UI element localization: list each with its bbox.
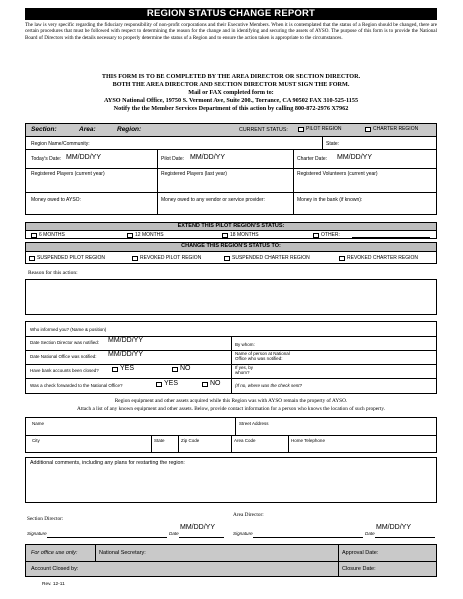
by-whom-label: By whom: bbox=[235, 342, 255, 347]
extend-other-checkbox[interactable]: OTHER: bbox=[313, 232, 340, 238]
contact-street-label: Street Address bbox=[239, 421, 269, 426]
money-owed-ayso-label: Money owed to AYSO: bbox=[31, 197, 81, 203]
region-info-box bbox=[25, 123, 437, 215]
who-informed-label: Who informed you? (Name & position) bbox=[30, 327, 107, 332]
account-closed-label: Account Closed by: bbox=[31, 566, 79, 572]
suspended-charter-checkbox[interactable]: SUSPENDED CHARTER REGION bbox=[224, 255, 310, 261]
section-notified-date[interactable]: MM/DD/YY bbox=[108, 337, 143, 344]
bank-closed-label: Have bank accounts been closed? bbox=[30, 368, 99, 373]
contact-area-code-label: Area Code bbox=[234, 438, 256, 443]
area-date-label: Date bbox=[365, 531, 375, 536]
charter-region-checkbox[interactable]: CHARTER REGION bbox=[365, 126, 418, 132]
intro-paragraph: The law is very specific regarding the fiduciary responsibility of non-profit corporations and their Executive Members. When it is contemplated that the status of a Region should be changed, there are certain procedures that must be followed with respect to determining the reason for the change and in identifying and securing the assets of AYSO. The purpose of this form is to provide the National Board of Directors with the details necessary to properly determine the status of a Region and to ensure the action taken is appropriate to the circumstances. bbox=[25, 22, 437, 41]
checkbox-icon[interactable] bbox=[202, 382, 208, 387]
extend-6-months-checkbox[interactable]: 6 MONTHS bbox=[31, 232, 65, 238]
checkbox-icon[interactable] bbox=[224, 256, 230, 261]
pilot-date-value[interactable]: MM/DD/YY bbox=[190, 154, 225, 161]
area-signature-label: Signature bbox=[233, 531, 253, 536]
section-notified-label: Date Section Director was notified: bbox=[30, 340, 100, 345]
state-label: State: bbox=[326, 141, 340, 147]
area-label: Area: bbox=[79, 126, 96, 133]
contact-name-label: Name bbox=[32, 421, 45, 426]
instruction-line: AYSO National Office, 19750 S. Vermont Ave, Suite 200., Torrance, CA 90502 FAX 310-525-1155 bbox=[103, 97, 359, 104]
todays-date-value[interactable]: MM/DD/YY bbox=[66, 154, 101, 161]
equipment-text bbox=[25, 398, 437, 413]
instruction-line: BOTH THE AREA DIRECTOR AND SECTION DIRECTOR MUST SIGN THE FORM. bbox=[112, 81, 350, 88]
change-status-box bbox=[25, 242, 437, 264]
reason-label: Reason for this action: bbox=[28, 270, 78, 276]
section-director-label: Section Director: bbox=[27, 516, 64, 522]
contact-state-label: State bbox=[154, 438, 165, 443]
money-owed-vendor-label: Money owed to any vendor or service provider: bbox=[161, 197, 265, 203]
checkbox-icon[interactable] bbox=[29, 256, 35, 261]
reg-players-current-label: Registered Players (current year) bbox=[31, 171, 105, 177]
closure-date-label: Closure Date: bbox=[342, 566, 376, 572]
section-signature-label: Signature bbox=[27, 531, 47, 536]
equipment-line: Region equipment and other assets acquired while this Region was with AYSO remain the property of AYSO. bbox=[114, 398, 348, 404]
section-date-label: Date bbox=[169, 531, 179, 536]
national-secretary-label: National Secretary: bbox=[99, 550, 146, 556]
charter-date-value[interactable]: MM/DD/YY bbox=[337, 154, 372, 161]
suspended-pilot-checkbox[interactable]: SUSPENDED PILOT REGION bbox=[29, 255, 105, 261]
check-forwarded-label: Was a check forwarded to the National Office? bbox=[30, 383, 123, 388]
checkbox-icon[interactable] bbox=[172, 367, 178, 372]
region-label: Region: bbox=[117, 126, 142, 133]
pilot-region-checkbox[interactable]: PILOT REGION bbox=[298, 126, 341, 132]
checkbox-icon[interactable] bbox=[222, 233, 228, 238]
area-signature-line[interactable] bbox=[253, 537, 363, 538]
todays-date-label: Today's Date: bbox=[31, 156, 62, 162]
revision-label: Rev. 12-11 bbox=[42, 582, 65, 587]
bank-closed-no[interactable]: NO bbox=[172, 366, 191, 372]
section-label: Section: bbox=[31, 126, 57, 133]
change-header: CHANGE THIS REGION'S STATUS TO: bbox=[26, 243, 436, 251]
contact-box bbox=[25, 417, 437, 453]
checkbox-icon[interactable] bbox=[313, 233, 319, 238]
checkbox-icon[interactable] bbox=[298, 127, 304, 132]
checkbox-icon[interactable] bbox=[156, 382, 162, 387]
reg-players-last-label: Registered Players (last year) bbox=[161, 171, 227, 177]
check-forwarded-no[interactable]: NO bbox=[202, 381, 221, 387]
area-director-label: Area Director: bbox=[233, 512, 264, 518]
pilot-date-label: Pilot Date: bbox=[161, 156, 185, 162]
office-use-box bbox=[25, 544, 437, 577]
extend-header: EXTEND THIS PILOT REGION'S STATUS: bbox=[26, 223, 436, 230]
revoked-charter-checkbox[interactable]: REVOKED CHARTER REGION bbox=[339, 255, 418, 261]
checkbox-icon[interactable] bbox=[132, 256, 138, 261]
office-use-label: For office use only: bbox=[31, 550, 78, 556]
national-notified-date[interactable]: MM/DD/YY bbox=[108, 351, 143, 358]
notification-box bbox=[25, 321, 437, 394]
revoked-pilot-checkbox[interactable]: REVOKED PILOT REGION bbox=[132, 255, 201, 261]
checkbox-icon[interactable] bbox=[112, 367, 118, 372]
extend-status-box bbox=[25, 222, 437, 239]
bank-closed-yes[interactable]: YES bbox=[112, 366, 134, 372]
checkbox-icon[interactable] bbox=[31, 233, 37, 238]
contact-home-phone-label: Home Telephone bbox=[291, 438, 325, 443]
national-notified-label: Date National Office was notified: bbox=[30, 354, 97, 359]
equipment-line: Attach a list of any known equipment and other assets. Below, provide contact information for a person who knows the location of such property. bbox=[77, 405, 385, 412]
instruction-line: THIS FORM IS TO BE COMPLETED BY THE AREA DIRECTOR OR SECTION DIRECTOR. bbox=[101, 73, 361, 80]
extend-18-months-checkbox[interactable]: 18 MONTHS bbox=[222, 232, 259, 238]
charter-date-label: Charter Date: bbox=[297, 156, 328, 162]
national-person-label: Name of person at National Office who was notified: bbox=[235, 351, 290, 361]
instructions-block bbox=[25, 73, 437, 113]
if-no-label: (If no, where was the check sent? bbox=[235, 383, 303, 388]
area-date-value[interactable]: MM/DD/YY bbox=[376, 524, 411, 531]
approval-date-label: Approval Date: bbox=[342, 550, 379, 556]
contact-zip-label: Zip Code bbox=[181, 438, 200, 443]
section-signature-line[interactable] bbox=[47, 537, 167, 538]
form-title: REGION STATUS CHANGE REPORT bbox=[25, 8, 437, 20]
instruction-line: Mail or FAX completed form to: bbox=[188, 89, 274, 96]
extend-12-months-checkbox[interactable]: 12 MONTHS bbox=[127, 232, 164, 238]
comments-textbox[interactable] bbox=[25, 457, 437, 503]
region-name-label: Region Name/Community: bbox=[31, 141, 90, 147]
reason-textbox[interactable] bbox=[25, 279, 437, 315]
checkbox-icon[interactable] bbox=[339, 256, 345, 261]
checkbox-icon[interactable] bbox=[365, 127, 371, 132]
instruction-line: Notify the the Member Services Department of this action by calling 800-872-2976 X7962 bbox=[113, 105, 349, 112]
contact-city-label: City bbox=[32, 438, 40, 443]
check-forwarded-yes[interactable]: YES bbox=[156, 381, 178, 387]
section-date-value[interactable]: MM/DD/YY bbox=[180, 524, 215, 531]
money-in-bank-label: Money in the bank (if known): bbox=[297, 197, 363, 203]
comments-label: Additional comments, including any plans for restarting the region: bbox=[30, 460, 185, 466]
if-yes-by-whom-label: If yes, by whom? bbox=[235, 365, 254, 375]
current-status-label: CURRENT STATUS: bbox=[239, 127, 288, 133]
checkbox-icon[interactable] bbox=[127, 233, 133, 238]
reg-volunteers-current-label: Registered Volunteers (current year) bbox=[297, 171, 378, 177]
